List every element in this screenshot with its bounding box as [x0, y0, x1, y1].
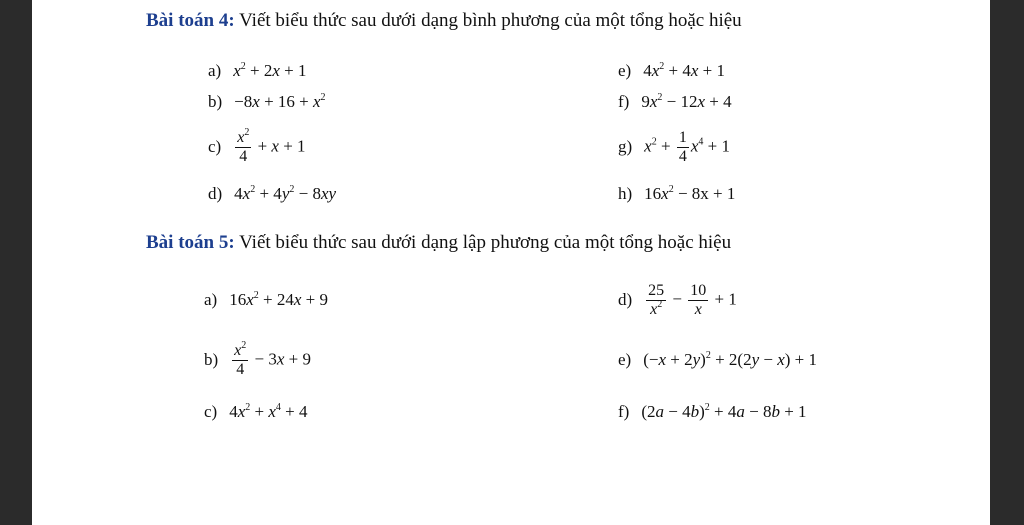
- p4-item-a: a) $x^2 + 2x + 1$: [208, 61, 307, 80]
- p5-expr-f: $(2a - 4b)^2 + 4a - 8b + 1$: [641, 402, 807, 421]
- problem-5-heading: [146, 232, 731, 254]
- p4-item-h: h) $16x^2 - 8x + 1$: [618, 184, 736, 203]
- p4-expr-e: $4x^2 + 4x + 1$: [643, 61, 725, 80]
- p4-expr-f: $9x^2 - 12x + 4$: [641, 92, 732, 111]
- p4-expr-g: $x^2$ + $\frac{1}{4}$ $x^4 + 1$: [644, 128, 730, 165]
- p5-item-a: a) $16x^2 + 24x + 9$: [204, 290, 328, 309]
- p4-item-g: g) $x^2$ + $\frac{1}{4}$ $x^4 + 1$: [618, 128, 730, 165]
- p4-item-f: f) $9x^2 - 12x + 4$: [618, 92, 732, 111]
- p5-expr-c: $4x^2 + x^4 + 4$: [229, 402, 308, 421]
- problem-5-instruction: Viết biểu thức sau dưới dạng lập phương của một tổng hoặc hiệu: [234, 232, 732, 253]
- p5-item-d: d) $\frac{25}{x^2}$ − $\frac{10}{x}$ + 1: [618, 281, 737, 318]
- p4-item-c: c) $\frac{x^2}{4}$ + x + 1: [208, 126, 306, 165]
- p5-expr-a: $16x^2 + 24x + 9$: [229, 290, 328, 309]
- p4-expr-a: $x^2 + 2x + 1$: [233, 61, 307, 80]
- p4-expr-d: $4x^2 + 4y^2 - 8xy$: [234, 184, 337, 203]
- p5-item-e: e) $(-x + 2y)^2 + 2(2y - x) + 1$: [618, 350, 818, 369]
- document-page: [32, 0, 990, 525]
- problem-4-instruction: Viết biểu thức sau dưới dạng bình phương của một tổng hoặc hiệu: [234, 10, 742, 31]
- p4-item-d: d) $4x^2 + 4y^2 - 8xy$: [208, 184, 337, 203]
- p5-item-b: b) $\frac{x^2}{4}$ − 3x + 9: [204, 339, 312, 378]
- problem-4-number: Bài toán 4:: [146, 10, 235, 31]
- p4-expr-h: $16x^2 - 8x + 1$: [644, 184, 736, 203]
- p4-item-b: b) $-8x + 16 + x^2$: [208, 92, 326, 111]
- p5-item-c: c) $4x^2 + x^4 + 4$: [204, 402, 308, 421]
- p4-expr-c: $\frac{x^2}{4}$ + x + 1: [237, 126, 306, 165]
- p5-item-f: f) $(2a - 4b)^2 + 4a - 8b + 1$: [618, 402, 807, 421]
- p5-expr-e: $(-x + 2y)^2 + 2(2y - x) + 1$: [643, 350, 818, 369]
- problem-5-number: Bài toán 5:: [146, 232, 235, 253]
- p5-expr-b: $\frac{x^2}{4}$ − 3x + 9: [234, 339, 312, 378]
- p5-expr-d: $\frac{25}{x^2}$ − $\frac{10}{x}$ + 1: [648, 281, 737, 318]
- p4-expr-b: $-8x + 16 + x^2$: [234, 92, 326, 111]
- p4-item-e: e) $4x^2 + 4x + 1$: [618, 61, 725, 80]
- problem-4-heading: [146, 10, 742, 32]
